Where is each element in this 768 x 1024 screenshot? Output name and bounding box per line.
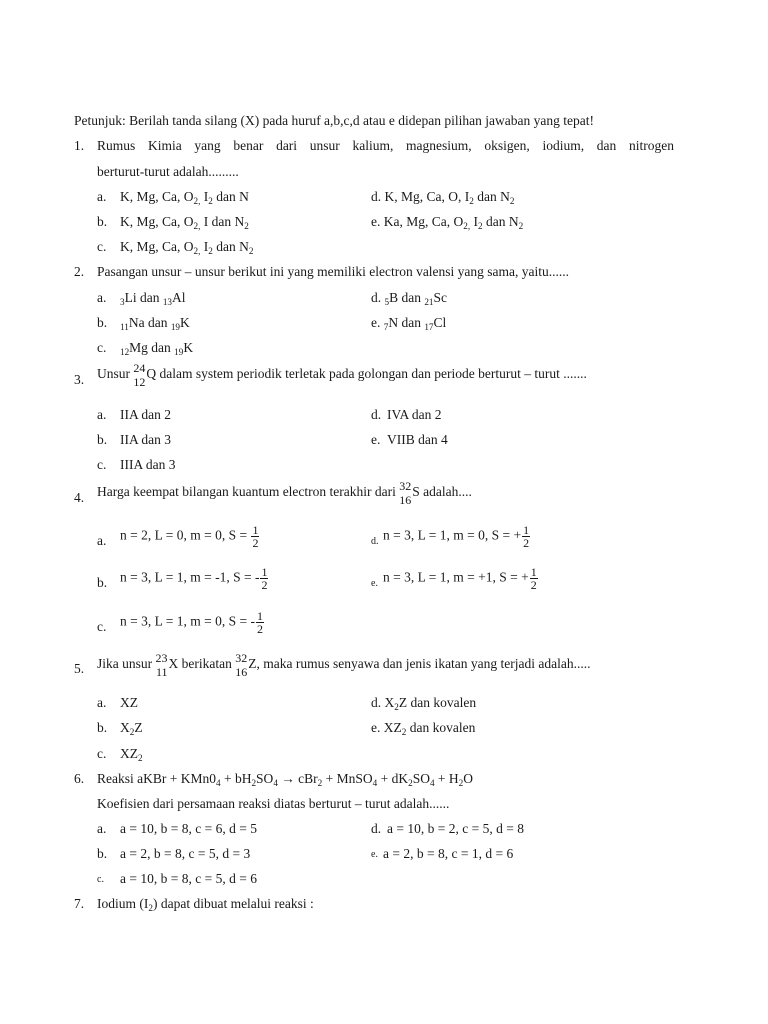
question-number: 5. bbox=[74, 661, 85, 676]
option-text: VIIB dan 4 bbox=[387, 432, 448, 447]
question-number: 7. bbox=[74, 896, 85, 911]
option-text-part: n = 2, L = 0, m = 0, S = bbox=[120, 527, 248, 543]
option-text bbox=[120, 566, 269, 591]
option-text[interactable]: d. $_5$B dan $_{21}$Sc bbox=[371, 290, 448, 307]
option-text[interactable]: d. K, Mg, Ca, O, $I_2$ dan $N_2$ bbox=[371, 189, 515, 206]
option-text[interactable]: d. $X_2Z$ dan kovalen bbox=[371, 695, 477, 712]
fraction-denominator: 2 bbox=[261, 578, 268, 592]
question-1-text-cont: berturut-turut adalah......... bbox=[97, 164, 239, 179]
fraction-numerator: 1 bbox=[530, 565, 537, 579]
option-text: IIA dan 2 bbox=[120, 407, 171, 422]
option-text: $_{11}$Na dan $_{19}$K bbox=[120, 315, 190, 332]
option-text: K, Mg, Ca, $O_{2,}$ $I_2$ dan N bbox=[120, 189, 249, 206]
option-text bbox=[120, 524, 260, 549]
question-1-text: Rumus Kimia yang benar dari unsur kalium, magnesium, oksigen, iodium, dan nitrogen bbox=[97, 138, 674, 153]
fraction bbox=[522, 524, 530, 549]
question-4-text bbox=[97, 480, 472, 506]
question-text-part: dalam system periodik terletak pada golongan dan periode berturut – turut ....... bbox=[159, 366, 587, 382]
question-text-part: Jika unsur bbox=[97, 656, 153, 672]
option-text: $_3$Li dan $_{13}$Al bbox=[120, 290, 186, 307]
question-text-part: , maka rumus senyawa dan jenis ikatan yang terjadi adalah..... bbox=[256, 656, 591, 672]
option-letter[interactable]: a. bbox=[97, 695, 107, 710]
option-text: a = 10, b = 8, c = 5, d = 6 bbox=[120, 871, 257, 886]
option-letter[interactable]: c. bbox=[97, 340, 107, 355]
element-symbol: Z bbox=[248, 656, 257, 672]
fraction bbox=[530, 566, 538, 591]
option-letter[interactable]: c. bbox=[97, 746, 107, 761]
option-text: $X_2Z$ bbox=[120, 720, 143, 737]
option-text: $_{12}$Mg dan $_{19}$K bbox=[120, 340, 194, 357]
option-text[interactable]: e. $_7$N dan $_{17}$Cl bbox=[371, 315, 447, 332]
option-text: a = 10, b = 2, c = 5, d = 8 bbox=[387, 821, 524, 836]
question-number: 1. bbox=[74, 138, 85, 153]
option-text[interactable]: e. Ka, Mg, Ca, $O_{2,}$ $I_2$ dan $N_2$ bbox=[371, 214, 524, 231]
question-text-part: Harga keempat bilangan kuantum electron terakhir dari bbox=[97, 484, 396, 500]
question-number: 3. bbox=[74, 372, 85, 387]
option-letter[interactable]: b. bbox=[97, 432, 108, 447]
option-text bbox=[383, 524, 531, 549]
nuclide-notation bbox=[156, 652, 168, 678]
option-letter[interactable]: a. bbox=[97, 821, 107, 836]
atomic-number: 16 bbox=[399, 493, 412, 507]
question-7-text: Iodium $(I_2)$ dapat dibuat melalui reaksi : bbox=[97, 896, 314, 913]
option-text: K, Mg, Ca, $O_{2,}$ $I_2$ dan $N_2$ bbox=[120, 239, 254, 256]
element-symbol: X bbox=[168, 656, 179, 672]
option-text-part: n = 3, L = 1, m = -1, S = - bbox=[120, 569, 260, 585]
fraction-denominator: 2 bbox=[530, 578, 537, 592]
option-text-part: n = 3, L = 1, m = +1, S = + bbox=[383, 569, 529, 585]
fraction-denominator: 2 bbox=[252, 536, 259, 550]
option-letter[interactable]: a. bbox=[97, 407, 107, 422]
option-text: a = 2, b = 8, c = 1, d = 6 bbox=[383, 846, 514, 861]
element-symbol: Q bbox=[146, 366, 157, 382]
option-text-part: n = 3, L = 1, m = 0, S = - bbox=[120, 613, 255, 629]
reaction-equation: Reaksi aKBr + $KMn0_4 + bH_2SO_4 \to cBr_2$ + MnSO$_4$ + $dK_2SO_4 + H_2O$ bbox=[97, 771, 474, 788]
option-text: IIIA dan 3 bbox=[120, 457, 176, 472]
option-text: $XZ_2$ bbox=[120, 746, 143, 763]
option-letter[interactable]: d. bbox=[371, 821, 382, 836]
option-letter[interactable]: e. bbox=[371, 849, 378, 860]
atomic-number: 12 bbox=[133, 375, 146, 389]
question-3-text bbox=[97, 362, 587, 388]
nuclide-notation bbox=[133, 362, 145, 388]
option-letter[interactable]: b. bbox=[97, 846, 108, 861]
mass-number: 32 bbox=[399, 479, 412, 493]
option-text: IVA dan 2 bbox=[387, 407, 442, 422]
option-text bbox=[120, 610, 265, 635]
option-letter[interactable]: c. bbox=[97, 239, 107, 254]
mass-number: 24 bbox=[133, 361, 146, 375]
question-number: 2. bbox=[74, 264, 85, 279]
mass-number: 23 bbox=[155, 651, 168, 665]
fraction-denominator: 2 bbox=[523, 536, 530, 550]
instruction-text: Petunjuk: Berilah tanda silang (X) pada huruf a,b,c,d atau e didepan pilihan jawaban yang tepat! bbox=[74, 113, 594, 128]
option-letter[interactable]: b. bbox=[97, 315, 108, 330]
question-5-text bbox=[97, 652, 591, 678]
option-letter[interactable]: b. bbox=[97, 720, 108, 735]
fraction-numerator: 1 bbox=[523, 523, 530, 537]
question-number: 6. bbox=[74, 771, 85, 786]
option-letter[interactable]: c. bbox=[97, 874, 104, 885]
nuclide-notation bbox=[399, 480, 411, 506]
fraction-numerator: 1 bbox=[252, 523, 259, 537]
option-text bbox=[383, 566, 539, 591]
option-letter[interactable]: a. bbox=[97, 533, 107, 548]
option-letter[interactable]: a. bbox=[97, 290, 107, 305]
option-letter[interactable]: d. bbox=[371, 407, 382, 422]
question-6-text: Koefisien dari persamaan reaksi diatas berturut – turut adalah...... bbox=[97, 796, 450, 811]
fraction bbox=[256, 610, 264, 635]
option-letter[interactable]: c. bbox=[97, 619, 107, 634]
question-text-part: Unsur bbox=[97, 366, 130, 382]
option-letter[interactable]: b. bbox=[97, 575, 108, 590]
fraction-denominator: 2 bbox=[256, 622, 263, 636]
option-letter[interactable]: e. bbox=[371, 432, 381, 447]
mass-number: 32 bbox=[235, 651, 248, 665]
question-text-part: berikatan bbox=[181, 656, 232, 672]
option-letter[interactable]: a. bbox=[97, 189, 107, 204]
option-letter[interactable]: d. bbox=[371, 536, 379, 547]
option-text-part: n = 3, L = 1, m = 0, S = + bbox=[383, 527, 522, 543]
option-letter[interactable]: b. bbox=[97, 214, 108, 229]
question-number: 4. bbox=[74, 490, 85, 505]
option-text: a = 2, b = 8, c = 5, d = 3 bbox=[120, 846, 251, 861]
fraction-numerator: 1 bbox=[261, 565, 268, 579]
option-text: a = 10, b = 8, c = 6, d = 5 bbox=[120, 821, 257, 836]
option-text[interactable]: e. $XZ_2$ dan kovalen bbox=[371, 720, 476, 737]
atomic-number: 11 bbox=[155, 665, 168, 679]
element-symbol: S bbox=[412, 484, 420, 500]
option-text: K, Mg, Ca, $O_{2,}$ I dan $N_2$ bbox=[120, 214, 249, 231]
question-text-part: adalah.... bbox=[423, 484, 472, 500]
fraction bbox=[251, 524, 259, 549]
fraction bbox=[260, 566, 268, 591]
option-letter[interactable]: c. bbox=[97, 457, 107, 472]
option-letter[interactable]: e. bbox=[371, 578, 378, 589]
atomic-number: 16 bbox=[235, 665, 248, 679]
option-text: IIA dan 3 bbox=[120, 432, 171, 447]
question-2-text: Pasangan unsur – unsur berikut ini yang memiliki electron valensi yang sama, yaitu...... bbox=[97, 264, 570, 279]
nuclide-notation bbox=[235, 652, 247, 678]
option-text: XZ bbox=[120, 695, 138, 710]
fraction-numerator: 1 bbox=[256, 609, 263, 623]
